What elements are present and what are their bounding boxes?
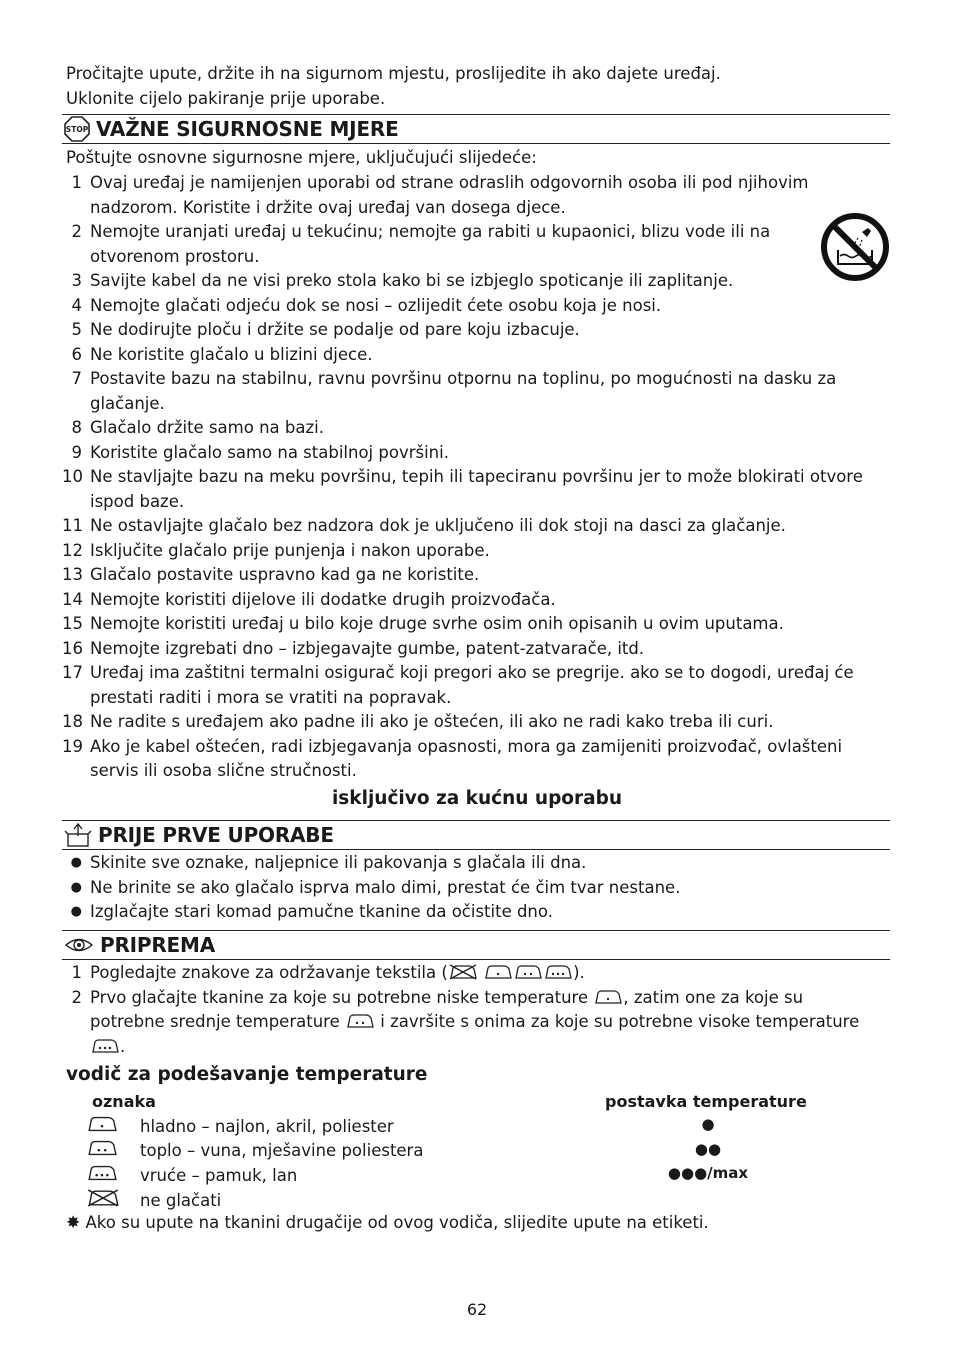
safety-item <box>62 465 890 514</box>
bullet-icon: ● <box>70 879 82 895</box>
safety-item-number: 16 <box>62 638 83 658</box>
safety-item-number: 11 <box>62 516 83 535</box>
iron-3-dots-icon <box>90 1038 120 1054</box>
col-setting-header: postavka temperature <box>605 1092 807 1111</box>
temp-row-hot <box>86 1163 297 1187</box>
temp-row-no-iron <box>86 1188 221 1212</box>
before-first-use-item-text: Skinite sve oznake, naljepnice ili pakovanja s glačala ili dna. <box>90 853 587 872</box>
iron-2-dots-icon <box>345 1013 375 1029</box>
before-first-use-item <box>62 851 892 876</box>
safety-item-number: 10 <box>62 467 83 486</box>
safety-item <box>62 294 890 319</box>
iron-2-dots-icon <box>86 1139 118 1157</box>
safety-item-number: 4 <box>71 295 82 315</box>
preparation-item-1: 1 Pogledajte znakove za održavanje tekstila ( ). <box>71 963 585 982</box>
temp-row-warm <box>86 1138 423 1162</box>
safety-item-text: Nemojte uranjati uređaj u tekućinu; nemojte ga rabiti u kupaonici, blizu vode ili na otvorenom prostoru. <box>90 222 771 266</box>
temp-row-warm-text: toplo – vuna, mješavine poliestera <box>140 1140 424 1160</box>
temp-guide-title: vodič za podešavanje temperature <box>66 1064 428 1085</box>
temp-row-hot-text: vruće – pamuk, lan <box>140 1165 298 1185</box>
iron-3-dots-icon <box>543 964 573 980</box>
safety-item-number: 6 <box>71 344 82 364</box>
safety-item-text: Glačalo držite samo na bazi. <box>90 418 324 437</box>
safety-item-text: Nemojte glačati odjeću dok se nosi – ozlijedit ćete osobu koja je nosi. <box>90 295 662 315</box>
temp-row-no-iron-text: ne glačati <box>140 1190 222 1210</box>
safety-item <box>62 735 890 784</box>
safety-item-text: Ako je kabel oštećen, radi izbjegavanja opasnosti, mora ga zamijeniti proizvođač, ovlašteni servis ili osoba slične stručnosti. <box>90 736 843 780</box>
safety-item-number: 17 <box>62 663 83 682</box>
temp-guide-note <box>66 1213 709 1233</box>
safety-item-text: Nemojte koristiti dijelove ili dodatke drugih proizvođača. <box>90 589 556 609</box>
safety-item-number: 8 <box>71 418 82 437</box>
before-first-use-item <box>62 900 892 925</box>
iron-1-dot-icon <box>483 964 513 980</box>
before-first-use-item-text: Ne brinite se ako glačalo isprva malo dimi, prestat će čim tvar nestane. <box>90 877 681 897</box>
safety-lead: Poštujte osnovne sigurnosne mjere, uključujući slijedeće: <box>66 148 537 167</box>
safety-item-number: 14 <box>62 589 83 609</box>
safety-item <box>62 343 890 368</box>
preparation-header <box>62 930 890 960</box>
safety-item-text: Glačalo postavite uspravno kad ga ne koristite. <box>90 565 480 584</box>
bullet-icon: ● <box>70 855 82 870</box>
safety-item-text: Koristite glačalo samo na stabilnoj površini. <box>90 442 449 462</box>
stop-icon <box>64 116 90 142</box>
household-use-note: isključivo za kućnu uporabu <box>331 788 623 809</box>
temp-row-cold <box>86 1114 394 1138</box>
safety-item <box>62 441 890 466</box>
safety-item-number: 5 <box>71 320 82 339</box>
safety-item-text: Savijte kabel da ne visi preko stola kako bi se izbjeglo spoticanje ili zaplitanje. <box>90 271 734 290</box>
iron-1-dot-icon <box>86 1115 118 1133</box>
before-first-use-list <box>62 851 892 925</box>
iron-2-dots-icon <box>513 964 543 980</box>
safety-title: VAŽNE SIGURNOSNE MJERE <box>96 117 399 141</box>
svg-text:STOP: STOP <box>65 125 89 134</box>
before-first-use-item-text: Izglačajte stari komad pamučne tkanine da očistite dno. <box>90 902 553 921</box>
before-first-use-title: PRIJE PRVE UPORABE <box>98 823 334 847</box>
no-water-icon <box>820 212 890 282</box>
safety-list <box>62 171 890 784</box>
safety-item-text: Nemojte izgrebati dno – izbjegavajte gumbe, patent-zatvarače, itd. <box>90 638 645 658</box>
iron-3-dots-icon <box>86 1164 118 1182</box>
do-not-iron-icon <box>448 964 478 980</box>
setting-warm: ●● <box>694 1140 722 1158</box>
safety-item-text: Ne ostavljajte glačalo bez nadzora dok je uključeno ili dok stoji na dasci za glačanje. <box>90 516 786 535</box>
temp-guide-note-text: Ako su upute na tkanini drugačije od ovog vodiča, slijedite upute na etiketi. <box>85 1213 709 1232</box>
before-first-use-header <box>62 820 890 850</box>
safety-item <box>62 588 890 613</box>
safety-item <box>62 710 890 735</box>
before-first-use-item <box>62 876 892 901</box>
safety-item <box>62 220 890 269</box>
safety-item-number: 19 <box>62 736 83 756</box>
safety-item-number: 2 <box>71 222 82 241</box>
page-number: 62 <box>466 1300 488 1319</box>
safety-item-number: 18 <box>62 712 83 731</box>
iron-1-dot-icon <box>593 989 623 1005</box>
safety-item-number: 12 <box>62 540 83 560</box>
safety-item-text: Ne stavljajte bazu na meku površinu, tepih ili tapeciranu površinu jer to može blokirati otvore ispod baze. <box>90 467 863 511</box>
safety-item-text: Uređaj ima zaštitni termalni osigurač koji pregori ako se pregrije. ako se to dogodi, uređaj će prestati raditi i mora se vratiti na popravak. <box>90 663 854 707</box>
safety-section-header <box>62 114 890 144</box>
safety-item <box>62 171 890 220</box>
safety-item-number: 7 <box>71 369 82 388</box>
bullet-icon: ● <box>70 904 82 919</box>
safety-item <box>62 539 890 564</box>
safety-item-text: Nemojte koristiti uređaj u bilo koje druge svrhe osim onih opisanih u ovim uputama. <box>90 614 784 633</box>
safety-item-number: 15 <box>62 614 83 633</box>
safety-item <box>62 637 890 662</box>
preparation-item-2: 2 Prvo glačajte tkanine za koje su potrebne niske temperature , zatim one za koje su potrebne srednje temperature i završite s onima za koje su potrebne visoke temperature . <box>71 987 860 1056</box>
safety-item <box>62 269 890 294</box>
temp-row-cold-text: hladno – najlon, akril, poliester <box>140 1116 394 1136</box>
safety-item-text: Ne dodirujte ploču i držite se podalje od pare koju izbacuje. <box>90 320 580 339</box>
setting-cold: ● <box>701 1115 715 1133</box>
safety-item-number: 9 <box>71 442 82 462</box>
safety-item <box>62 563 890 588</box>
safety-item-number: 13 <box>62 565 83 584</box>
safety-item-text: Ovaj uređaj je namijenjen uporabi od strane odraslih odgovornih osoba ili pod njihovim nadzorom. Koristite i držite ovaj uređaj van dosega djece. <box>90 173 809 217</box>
setting-hot: ●●●/max <box>667 1164 749 1182</box>
safety-item-number: 1 <box>71 173 82 192</box>
preparation-list <box>62 961 892 1059</box>
safety-item <box>62 367 890 416</box>
preparation-title: PRIPREMA <box>100 933 216 957</box>
sun-icon: ✸ <box>66 1213 81 1233</box>
eye-icon <box>64 932 94 958</box>
safety-item <box>62 612 890 637</box>
safety-item <box>62 514 890 539</box>
unpack-box-icon <box>64 822 92 848</box>
safety-item <box>62 661 890 710</box>
safety-item-text: Postavite bazu na stabilnu, ravnu površinu otpornu na toplinu, po mogućnosti na dasku za glačanje. <box>90 369 837 413</box>
intro-line-1: Pročitajte upute, držite ih na sigurnom mjestu, proslijedite ih ako dajete uređaj. <box>66 64 721 83</box>
safety-item-text: Isključite glačalo prije punjenja i nakon uporabe. <box>90 540 490 560</box>
safety-item <box>62 416 890 441</box>
safety-item-text: Ne radite s uređajem ako padne ili ako je oštećen, ili ako ne radi kako treba ili curi. <box>90 712 774 731</box>
intro-line-2: Uklonite cijelo pakiranje prije uporabe. <box>66 88 386 108</box>
safety-item-text: Ne koristite glačalo u blizini djece. <box>90 344 373 364</box>
safety-item <box>62 318 890 343</box>
do-not-iron-icon <box>86 1188 120 1208</box>
safety-item-number: 3 <box>71 271 82 290</box>
col-symbol-header: oznaka <box>92 1092 156 1111</box>
intro-text <box>66 62 721 111</box>
